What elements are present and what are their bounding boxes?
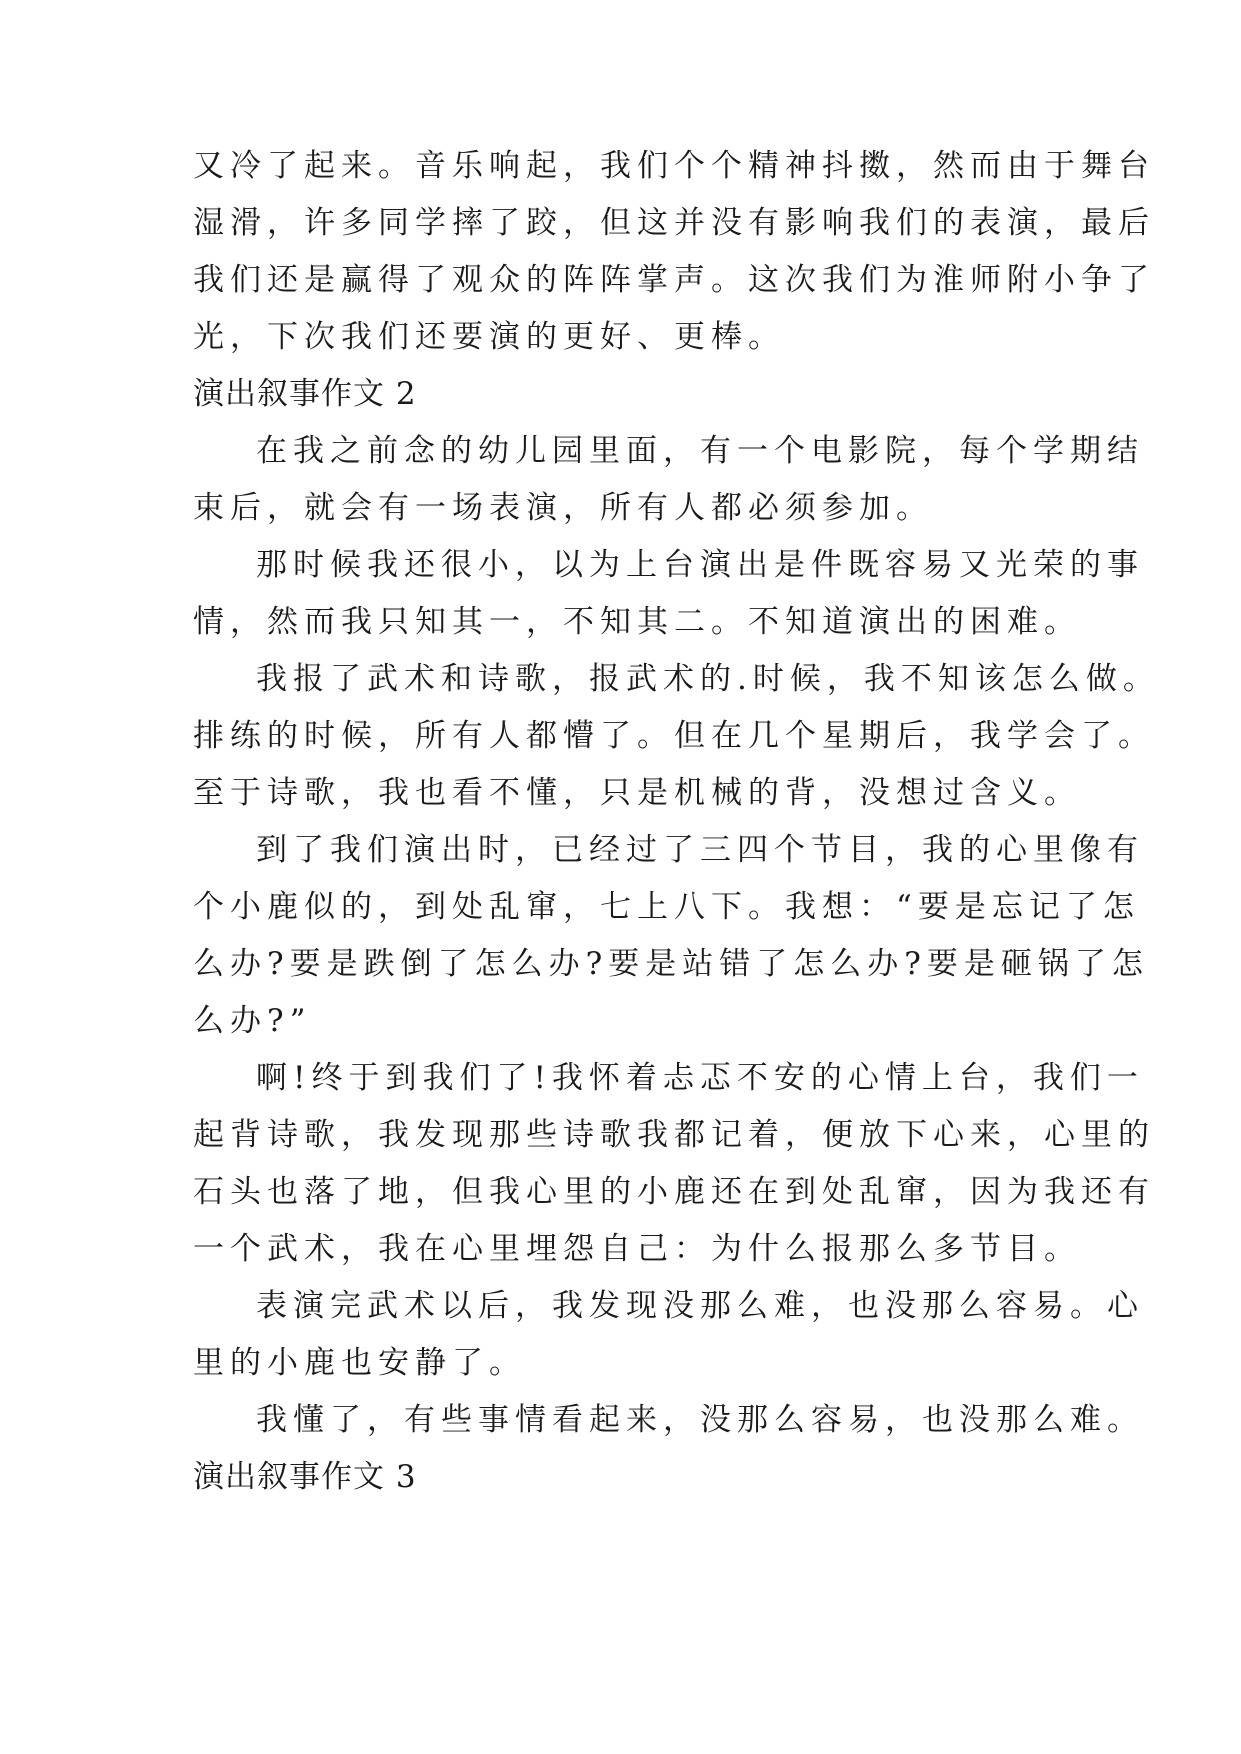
text-line: 束后，就会有一场表演，所有人都必须参加。 — [193, 490, 933, 526]
text-line: 么办?” — [193, 1003, 312, 1039]
text-line: 我懂了，有些事情看起来，没那么容易，也没那么难。 — [256, 1402, 1144, 1438]
text-line: 啊!终于到我们了!我怀着忐忑不安的心情上台，我们一 — [256, 1060, 1144, 1096]
text-line: 又冷了起来。音乐响起，我们个个精神抖擞，然而由于舞台 — [193, 148, 1155, 184]
text-line: 那时候我还很小，以为上台演出是件既容易又光荣的事 — [256, 547, 1144, 583]
section-heading: 演出叙事作文 2 — [193, 376, 417, 412]
text-line: 在我之前念的幼儿园里面，有一个电影院，每个学期结 — [256, 433, 1144, 469]
text-line: 石头也落了地，但我心里的小鹿还在到处乱窜，因为我还有 — [193, 1174, 1155, 1210]
text-line: 我们还是赢得了观众的阵阵掌声。这次我们为淮师附小争了 — [193, 262, 1155, 298]
text-line: 里的小鹿也安静了。 — [193, 1345, 526, 1381]
text-line: 一个武术，我在心里埋怨自己：为什么报那么多节目。 — [193, 1231, 1081, 1267]
text-line: 至于诗歌，我也看不懂，只是机械的背，没想过含义。 — [193, 775, 1081, 811]
text-line: 起背诗歌，我发现那些诗歌我都记着，便放下心来，心里的 — [193, 1117, 1155, 1153]
section-heading: 演出叙事作文 3 — [193, 1459, 417, 1495]
text-line: 湿滑，许多同学摔了跤，但这并没有影响我们的表演，最后 — [193, 205, 1155, 241]
text-line: 排练的时候，所有人都懵了。但在几个星期后，我学会了。 — [193, 718, 1155, 754]
text-line: 么办?要是跌倒了怎么办?要是站错了怎么办?要是砸锅了怎 — [193, 946, 1149, 982]
text-line: 表演完武术以后，我发现没那么难，也没那么容易。心 — [256, 1288, 1144, 1324]
text-line: 光，下次我们还要演的更好、更棒。 — [193, 319, 785, 355]
text-line: 个小鹿似的，到处乱窜，七上八下。我想：“要是忘记了怎 — [193, 889, 1140, 925]
text-line: 到了我们演出时，已经过了三四个节目，我的心里像有 — [256, 832, 1144, 868]
text-line: 我报了武术和诗歌，报武术的.时候，我不知该怎么做。 — [256, 661, 1160, 697]
text-line: 情，然而我只知其一，不知其二。不知道演出的困难。 — [193, 604, 1081, 640]
